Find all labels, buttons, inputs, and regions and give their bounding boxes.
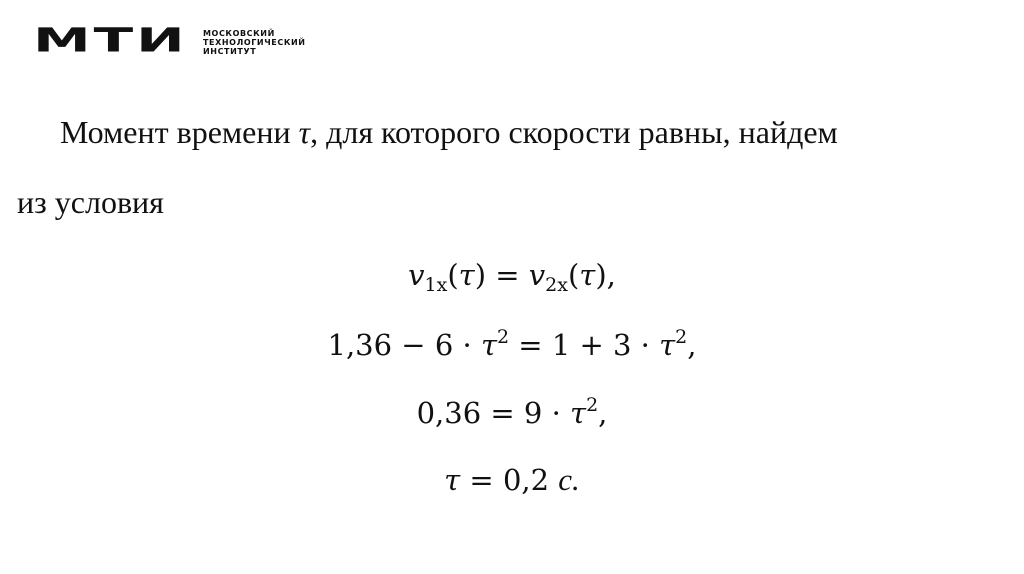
paragraph-line-1 xyxy=(60,114,838,151)
line1-text-end: , для которого скорости равны, найдем xyxy=(310,114,838,150)
logo-line-1: МОСКОВСКИЙ xyxy=(203,28,275,38)
tau-symbol: τ xyxy=(298,114,311,150)
eq2-mid: = 1 + 3 · xyxy=(509,328,660,362)
eq4-mid: = 0,2 xyxy=(460,463,559,497)
logo-line-3: ИНСТИТУТ xyxy=(203,46,257,56)
equation-2 xyxy=(0,326,1024,362)
eq1-paren1: ( xyxy=(447,258,459,292)
line1-text-start: Момент времени xyxy=(60,114,299,150)
equation-4 xyxy=(0,462,1024,498)
eq3-end: , xyxy=(598,396,608,430)
eq2-tau1: τ xyxy=(480,328,497,362)
eq1-v2: v xyxy=(528,258,546,292)
logo-line-2: ТЕХНОЛОГИЧЕСКИЙ xyxy=(203,37,306,47)
eq1-end: ), xyxy=(595,258,616,292)
eq3-tau: τ xyxy=(570,396,587,430)
eq1-paren2: ( xyxy=(567,258,580,292)
equation-1 xyxy=(0,258,1024,296)
eq1-tau1: τ xyxy=(458,258,475,292)
paragraph-line-2: из условия xyxy=(17,184,164,220)
eq2-exp1: 2 xyxy=(496,326,510,348)
eq1-tau2: τ xyxy=(579,258,596,292)
eq2-tau2: τ xyxy=(659,328,676,362)
eq1-sub2: 2x xyxy=(545,274,568,296)
eq2-exp2: 2 xyxy=(675,326,688,348)
equation-3 xyxy=(0,394,1024,430)
mti-logo xyxy=(33,22,306,62)
logo-mark: МТИ xyxy=(33,22,188,60)
eq2-end: , xyxy=(687,328,697,362)
eq1-sub1: 1x xyxy=(424,274,448,296)
eq1-mid: ) = xyxy=(474,258,529,292)
eq3-left: 0,36 = 9 · xyxy=(416,396,571,430)
eq3-exp: 2 xyxy=(586,394,599,416)
eq2-left: 1,36 − 6 · xyxy=(327,328,481,362)
eq4-tau: τ xyxy=(444,463,461,497)
eq1-v1: v xyxy=(408,258,425,292)
eq4-unit: с. xyxy=(558,462,580,497)
